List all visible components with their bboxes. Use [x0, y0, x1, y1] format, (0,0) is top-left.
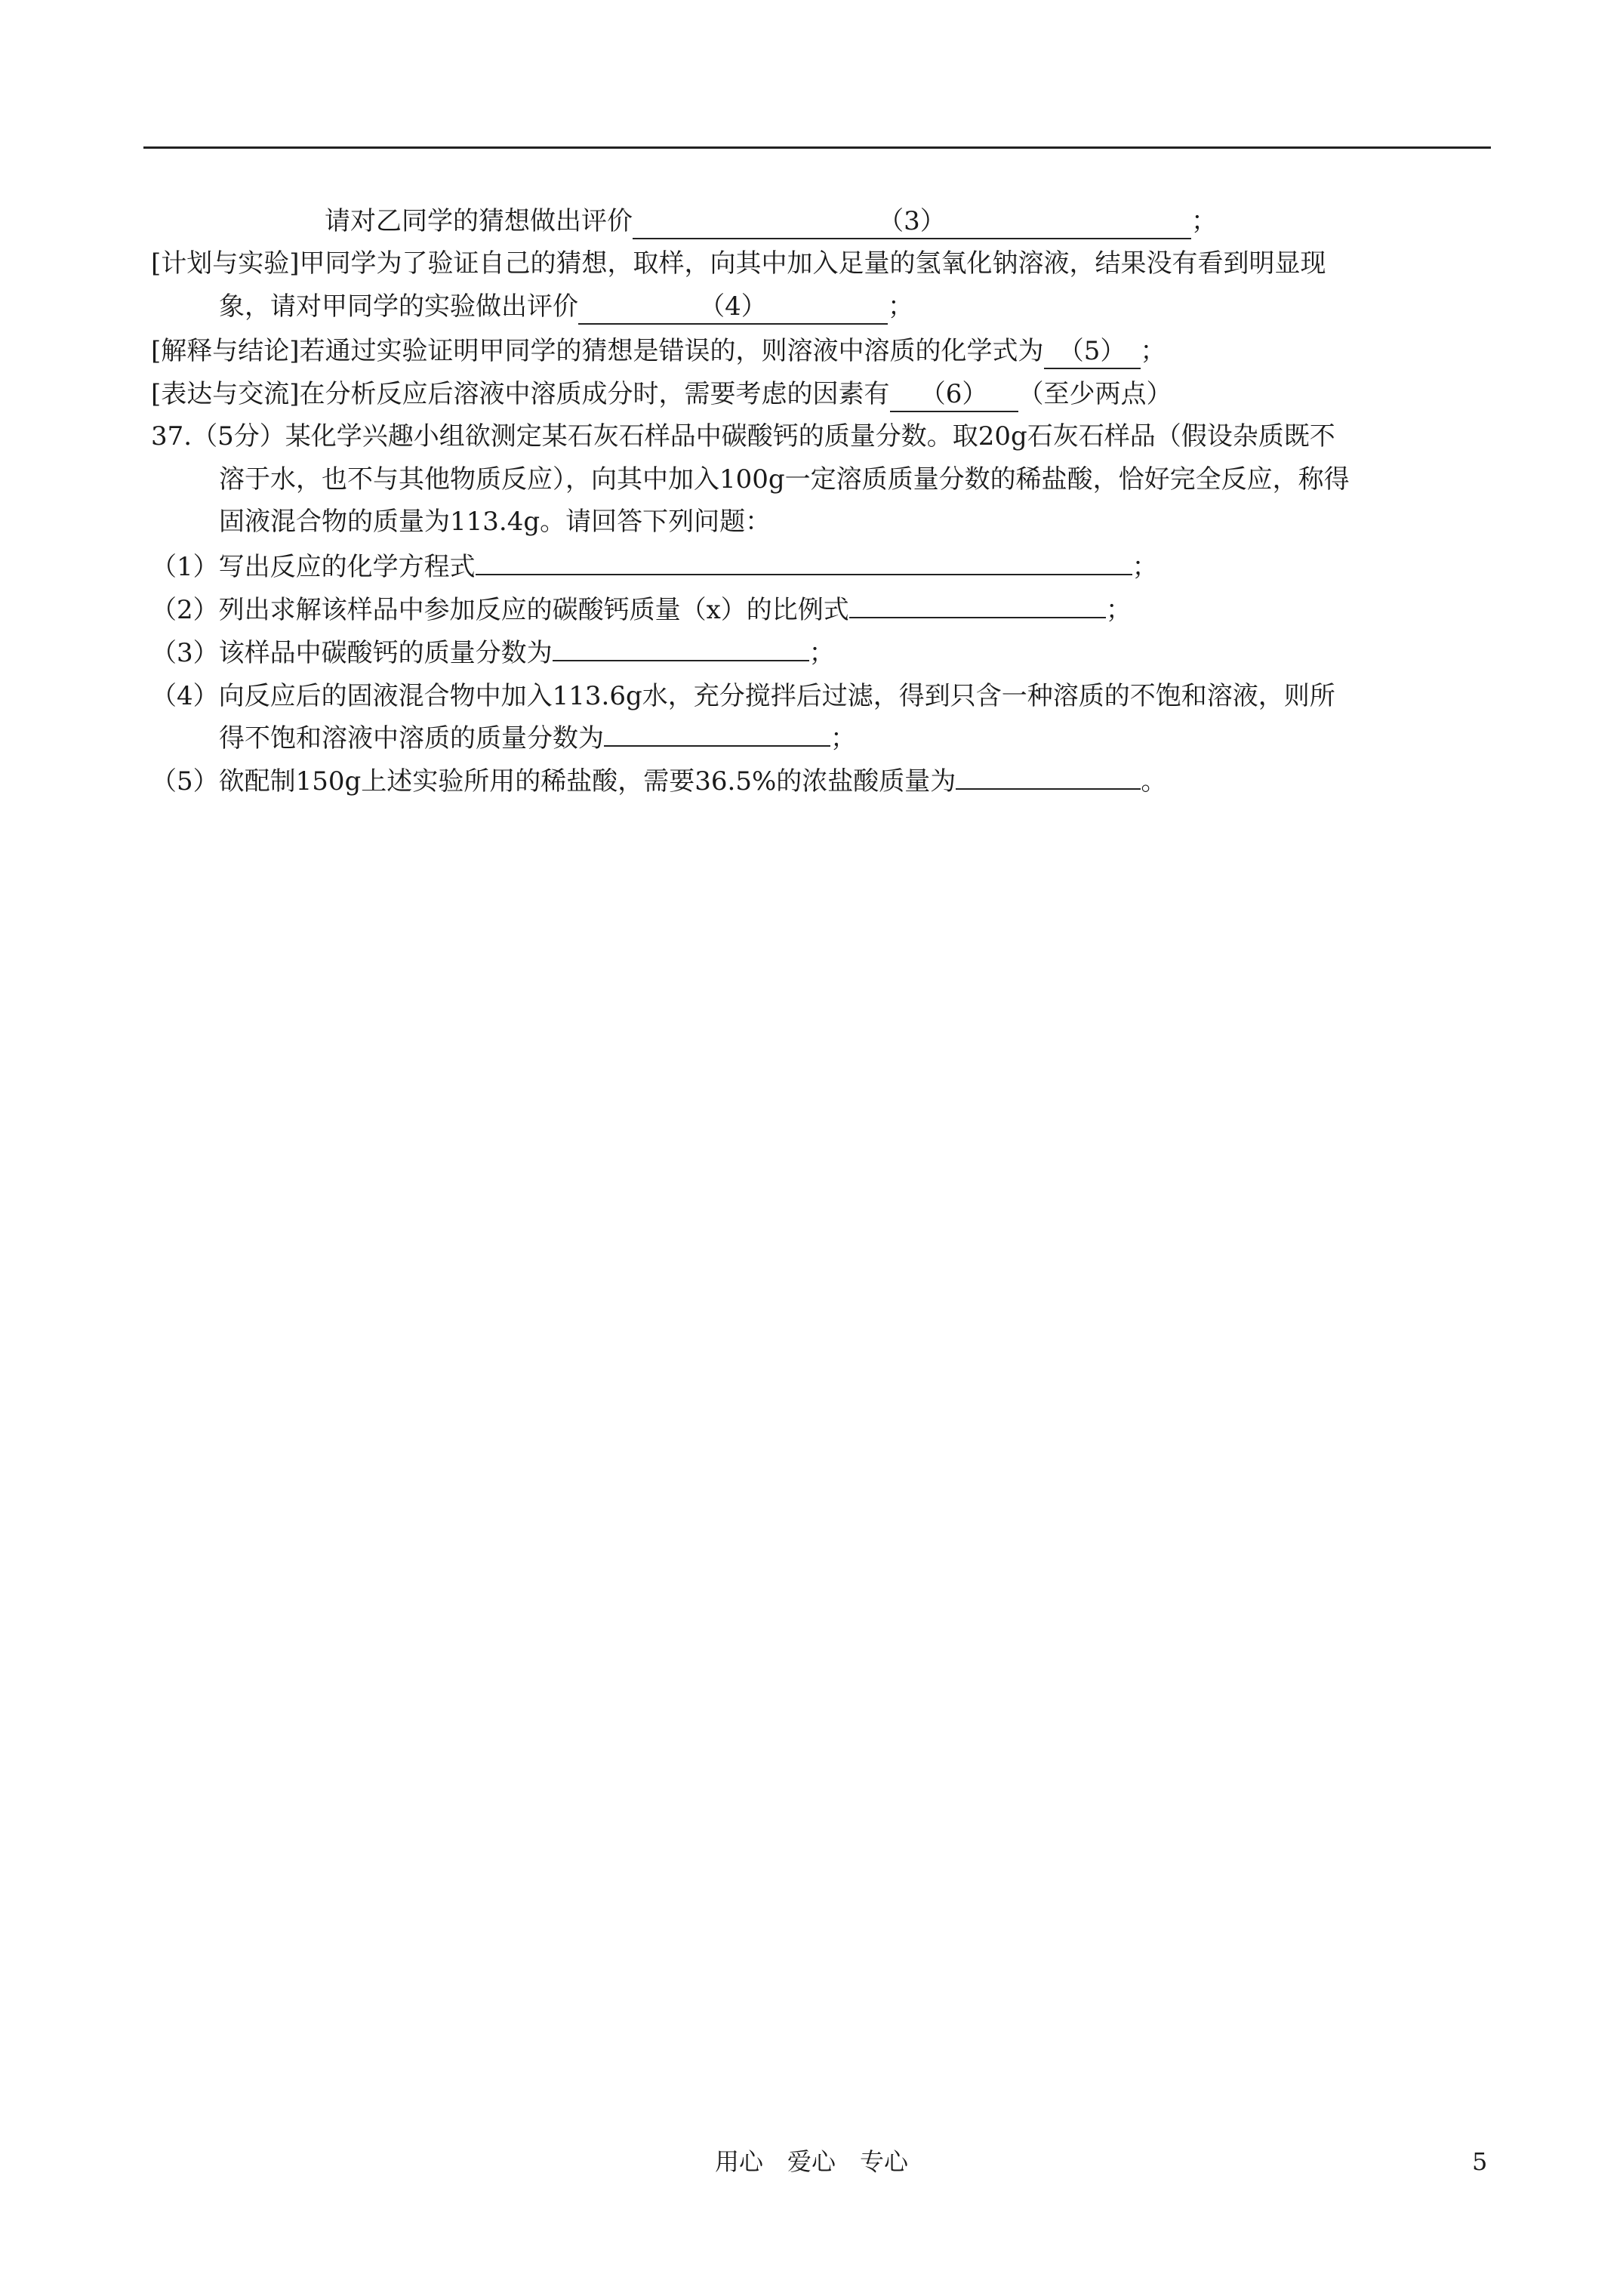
sub-question-2: （2）列出求解该样品中参加反应的碳酸钙质量（x）的比例式 ；	[151, 595, 1132, 625]
answer-blank-5[interactable]: （5）	[1044, 334, 1141, 369]
answer-blank-6[interactable]: （6）	[890, 378, 1018, 412]
eval-yi-line: 请对乙同学的猜想做出评价 （3） ；	[325, 202, 1217, 240]
q37-line-2: 溶于水，也不与其他物质反应），向其中加入100g一定溶质质量分数的稀盐酸，恰好完全反应，称得	[219, 464, 1350, 495]
answer-blank-sub1[interactable]	[476, 574, 1132, 575]
header-rule	[143, 146, 1491, 149]
q37-line-3: 固液混合物的质量为113.4g。请回答下列问题：	[219, 507, 771, 537]
plan-line-1: [计划与实验]甲同学为了验证自己的猜想，取样，向其中加入足量的氢氧化钠溶液，结果没有看到明显现	[151, 248, 1326, 279]
plan-line-2: 象，请对甲同学的实验做出评价 （4） ；	[219, 288, 913, 325]
answer-blank-sub2[interactable]	[849, 617, 1106, 618]
answer-blank-3[interactable]: （3）	[633, 205, 1191, 239]
sub-question-5: （5）欲配制150g上述实验所用的稀盐酸，需要36.5%的浓盐酸质量为 。	[151, 766, 1167, 797]
explain-line: [解释与结论]若通过实验证明甲同学的猜想是错误的，则溶液中溶质的化学式为 （5） ；	[151, 332, 1166, 370]
q37-line-1: 37.（5分）某化学兴趣小组欲测定某石灰石样品中碳酸钙的质量分数。取20g石灰石样品（假设杂质既不	[151, 421, 1335, 451]
sub-question-4-line-1: （4）向反应后的固液混合物中加入113.6g水，充分搅拌后过滤，得到只含一种溶质的不饱和溶液，则所	[151, 681, 1335, 711]
answer-blank-4[interactable]: （4）	[578, 290, 888, 325]
sub-question-3: （3）该样品中碳酸钙的质量分数为 ；	[151, 638, 835, 668]
page-number: 5	[1472, 2147, 1488, 2176]
answer-blank-sub5[interactable]	[956, 788, 1141, 790]
sub-question-1: （1）写出反应的化学方程式 ；	[151, 552, 1158, 582]
footer-motto: 用心 爱心 专心	[714, 2147, 908, 2176]
answer-blank-sub4[interactable]	[604, 745, 830, 747]
sub-question-4-line-2: 得不饱和溶液中溶质的质量分数为 ；	[219, 723, 856, 754]
answer-blank-sub3[interactable]	[553, 660, 809, 661]
express-line: [表达与交流]在分析反应后溶液中溶质成分时，需要考虑的因素有 （6） （至少两点）	[151, 375, 1172, 413]
eval-yi-text: 请对乙同学的猜想做出评价	[325, 206, 633, 236]
